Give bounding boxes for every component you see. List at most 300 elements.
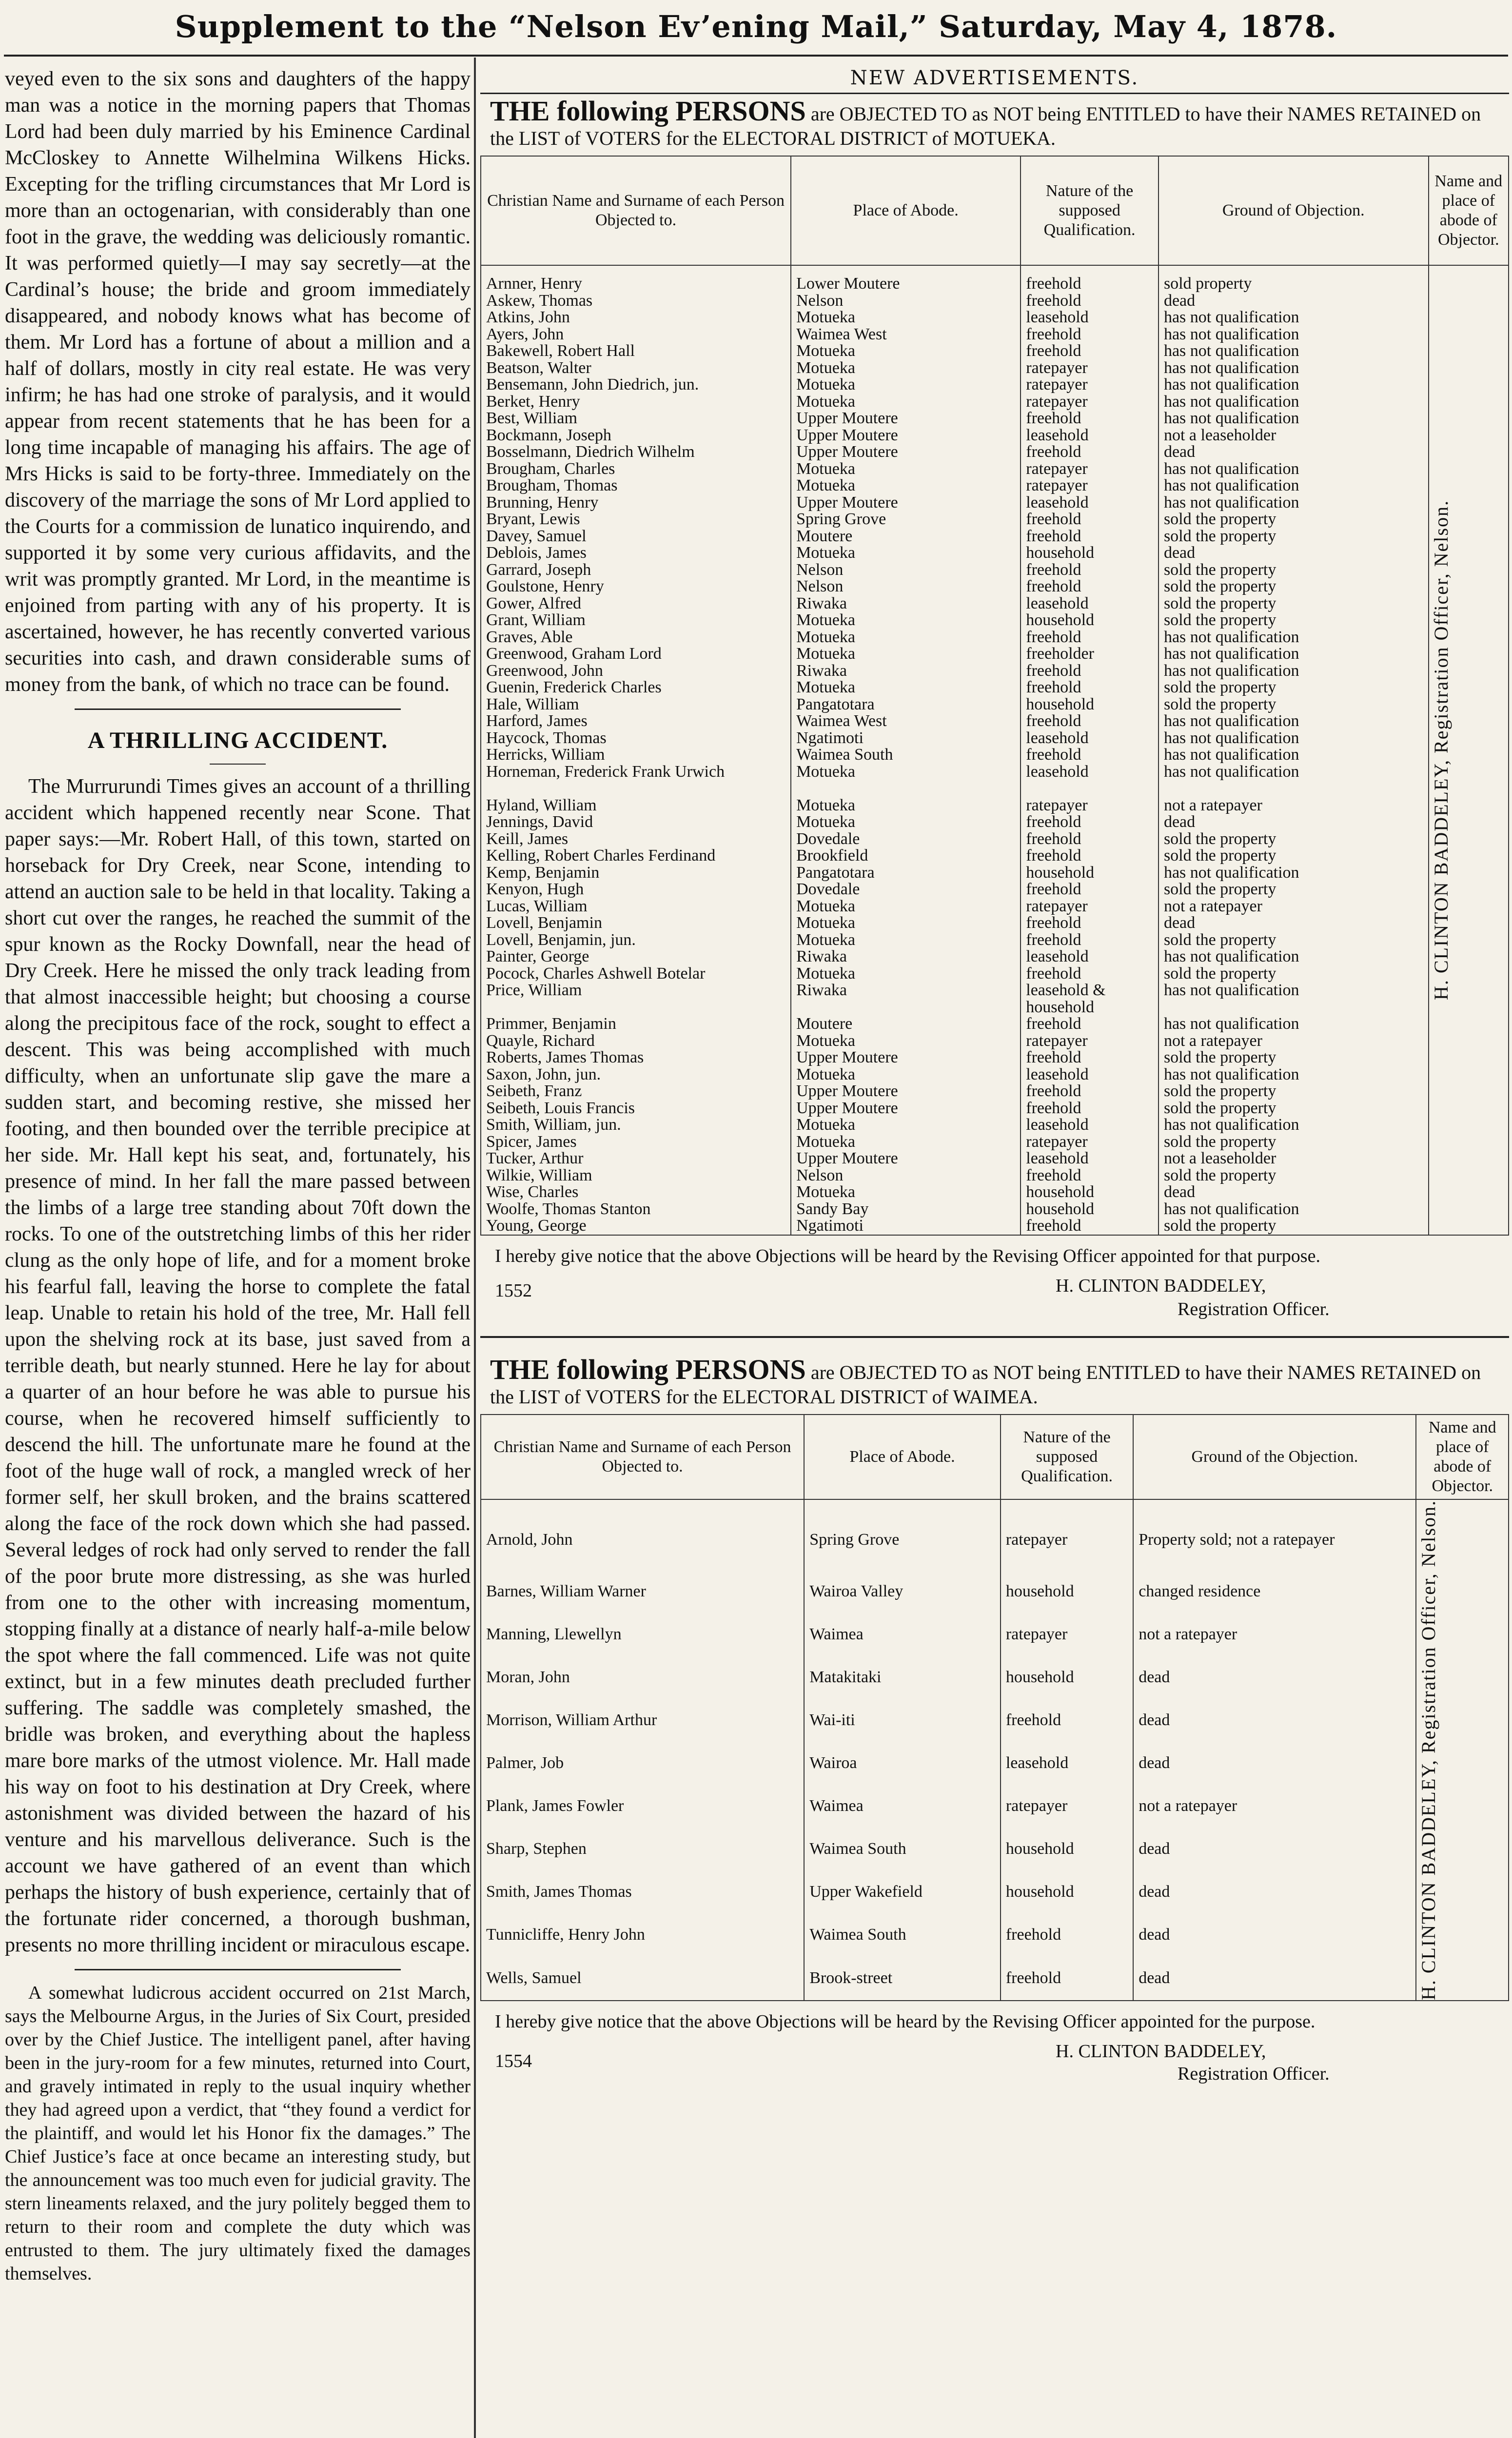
table-row [481,1150,1509,1167]
table-row [481,545,1509,562]
table-row [481,511,1509,528]
place-of-abode: Riwaka [791,948,1021,965]
ground-of-objection: dead [1159,293,1429,310]
voter-name: Primmer, Benjamin [481,1016,791,1033]
column-header: Ground of the Objection. [1133,1415,1416,1499]
separator [75,1969,401,1970]
place-of-abode: Upper Moutere [791,1150,1021,1167]
table-row [481,1870,1509,1913]
table-row [481,831,1509,848]
voter-name: Seibeth, Louis Francis [481,1100,791,1117]
ground-of-objection: has not qualification [1159,477,1429,494]
notice-lead: THE following PERSONS [490,95,806,127]
qualification: ratepayer [1021,797,1159,814]
place-of-abode: Riwaka [791,663,1021,680]
notice-text: are OBJECTED TO as NOT being ENTITLED to have their NAMES RETAINED on the LIST of VOTERS for the ELECTORAL DISTRICT of WAIMEA. [490,1361,1481,1408]
qualification: freehold [1021,915,1159,932]
table-row [481,982,1509,999]
ground-of-objection: dead [1133,1742,1416,1785]
masthead-title: Supplement to the “Nelson Ev’ening Mail,” Saturday, May 4, 1878. [175,9,1337,44]
table-row [481,1828,1509,1870]
place-of-abode: Motueka [791,646,1021,663]
ground-of-objection: sold the property [1159,847,1429,865]
place-of-abode: Motueka [791,545,1021,562]
place-of-abode: Lower Moutere [791,265,1021,293]
table-row [481,477,1509,494]
story-heading: A THRILLING ACCIDENT. [87,727,388,753]
table-row [481,915,1509,932]
ground-of-objection: sold the property [1159,1167,1429,1184]
voter-name: Haycock, Thomas [481,730,791,747]
place-of-abode: Ngatimoti [791,730,1021,747]
ground-of-objection: sold the property [1159,1218,1429,1235]
voter-name: Lovell, Benjamin [481,915,791,932]
table-row [481,528,1509,545]
qualification: freehold [1021,326,1159,343]
notice-signature [480,1275,1509,1328]
voter-name: Manning, Llewellyn [481,1613,804,1656]
voter-name: Bakewell, Robert Hall [481,343,791,360]
masthead [0,0,1512,54]
qualification: freehold [1001,1913,1133,1956]
qualification: household [1001,1828,1133,1870]
signature-title: Registration Officer. [1178,1298,1330,1319]
table-row [481,780,1509,797]
ground-of-objection: dead [1133,1828,1416,1870]
qualification: freehold [1021,747,1159,764]
ground-of-objection [1159,780,1429,797]
table-row [481,797,1509,814]
rule [480,1336,1509,1338]
place-of-abode: Nelson [791,1167,1021,1184]
table-row [481,343,1509,360]
qualification: freehold [1021,1083,1159,1100]
ground-of-objection: dead [1133,1870,1416,1913]
voter-name: Wells, Samuel [481,1956,804,2001]
ground-of-objection: dead [1159,1184,1429,1201]
table-row [481,1033,1509,1050]
ground-of-objection: sold the property [1159,562,1429,579]
table-row [481,461,1509,478]
voter-name: Arnner, Henry [481,265,791,293]
voter-name: Morrison, William Arthur [481,1699,804,1742]
voter-name: Brunning, Henry [481,494,791,511]
voter-name: Deblois, James [481,545,791,562]
voter-name: Sharp, Stephen [481,1828,804,1870]
table-row [481,713,1509,730]
ground-of-objection: has not qualification [1159,948,1429,965]
notice-footnote: I hereby give notice that the above Objections will be heard by the Revising Officer appointed for the purpose. [495,2011,1316,2032]
notice-number: 1552 [495,1280,532,1301]
table-row [481,629,1509,646]
qualification: leasehold [1021,1066,1159,1083]
ground-of-objection: not a leaseholder [1159,427,1429,444]
ground-of-objection: sold the property [1159,881,1429,898]
voter-name: Graves, Able [481,629,791,646]
qualification: freehold [1021,1016,1159,1033]
place-of-abode: Upper Moutere [791,1100,1021,1117]
ground-of-objection: has not qualification [1159,663,1429,680]
ground-of-objection: sold the property [1159,679,1429,696]
story-accident: The Murrurundi Times gives an account of a thrilling accident which happened recently near Scone. That paper says:—Mr. Robert Hall, of this town, started on horseback for Dry Creek, near Scone, intending to attend an auction sale to be held in that locality. Taking a short cut over the ranges, he reached the summit of the spur known as the Rocky Downfall, near the head of Dry Creek. Here he missed the only track leading from that almost inaccessible height; but choosing a course along the precipitous face of the rock, sought to effect a descent. This was being accomplished with much difficulty, when an unfortunate slip gave the mare a sudden start, and becoming restive, she missed her footing, and then bounded over the terrible precipice at her side. Mr. Hall kept his seat, and, fortunately, his presence of mind. In her fall the mare passed between the limbs of a large tree standing about 70ft down the rocks. To one of the outstretching limbs of this her rider clung as the only hope of life, and for a moment broke his fearful fall, leaving the horse to complete the fatal leap. Unable to retain his hold of the tree, Mr. Hall fell upon the shelving rock at its base, just saved from a terrible death, but nearly stunned. Here he lay for about a quarter of an hour before he was able to pursue his course, when he recovered himself sufficiently to descend the hill. The unfortunate mare he found at the foot of the huge wall of rock, a mangled wreck of her former self, her skull broken, and the brains scattered along the face of the rock down which she had passed. Several ledges of rock had only served to render the fall of the poor brute more distressing, as she was hurled from one to the other with increasing momentum, stopping finally at a distance of nearly half-a-mile below the spot where the fall commenced. Life was not quite extinct, but in a few minutes death precluded further suffering. The saddle was completely smashed, the bridle was broken, and everything about the hapless mare bore marks of the utmost violence. Mr. Hall made his way on foot to his destination at Dry Creek, where astonishment was divided between the hazard of his venture and his marvellous deliverance. Such is the account we have gathered of an event than which perhaps the history of bush experience, certainly that of the fortunate rider concerned, a thorough bushman, presents no more thrilling incident or miraculous escape. [5,775,471,1956]
table-row [481,1218,1509,1235]
place-of-abode: Motueka [791,764,1021,781]
masthead-rule [4,55,1508,57]
qualification: leasehold & [1021,982,1159,999]
table-row [481,646,1509,663]
ground-of-objection: not a ratepayer [1159,797,1429,814]
table-row [481,1083,1509,1100]
table-row [481,427,1509,444]
table-row [481,1785,1509,1828]
table-row [481,1049,1509,1066]
qualification: freehold [1021,713,1159,730]
place-of-abode: Ngatimoti [791,1218,1021,1235]
signature-title: Registration Officer. [1178,2063,1330,2084]
qualification: freehold [1021,881,1159,898]
place-of-abode: Wairoa [804,1742,1001,1785]
place-of-abode: Nelson [791,293,1021,310]
separator [210,764,266,765]
voter-name: Wilkie, William [481,1167,791,1184]
qualification: household [1001,1656,1133,1699]
table-row [481,881,1509,898]
qualification: freehold [1021,932,1159,949]
ground-of-objection: has not qualification [1159,629,1429,646]
ground-of-objection: sold the property [1159,595,1429,612]
place-of-abode: Waimea South [791,747,1021,764]
place-of-abode: Riwaka [791,595,1021,612]
qualification: household [1001,1570,1133,1613]
voter-name: Barnes, William Warner [481,1570,804,1613]
qualification: household [1021,1184,1159,1201]
qualification: freehold [1021,663,1159,680]
voter-name: Goulstone, Henry [481,578,791,595]
table-row [481,444,1509,461]
ground-of-objection: sold the property [1159,696,1429,713]
table-row [481,376,1509,393]
place-of-abode: Waimea South [804,1828,1001,1870]
qualification: ratepayer [1021,1134,1159,1151]
qualification: leasehold [1021,427,1159,444]
ground-of-objection: has not qualification [1159,713,1429,730]
voter-name: Ayers, John [481,326,791,343]
table-row [481,1184,1509,1201]
voter-name: Smith, James Thomas [481,1870,804,1913]
qualification: household [1021,999,1159,1016]
voter-name: Grant, William [481,612,791,629]
objector-cell [1429,265,1509,1235]
table-row [481,1016,1509,1033]
voter-name [481,999,791,1016]
voter-name: Harford, James [481,713,791,730]
ground-of-objection: dead [1133,1699,1416,1742]
place-of-abode: Motueka [791,612,1021,629]
column-header: Name and place of abode of Objector. [1429,156,1509,265]
qualification: freehold [1021,343,1159,360]
table-row [481,293,1509,310]
ground-of-objection: has not qualification [1159,1066,1429,1083]
ground-of-objection: dead [1133,1956,1416,2001]
ground-of-objection: has not qualification [1159,1016,1429,1033]
place-of-abode: Pangatotara [791,865,1021,882]
ground-of-objection: has not qualification [1159,360,1429,377]
table-row [481,265,1509,293]
objector-name: H. CLINTON BADDELEY, Registration Officer, Nelson. [1417,1499,1440,2000]
qualification: freehold [1021,814,1159,831]
voter-name: Horneman, Frederick Frank Urwich [481,764,791,781]
voter-name: Bensemann, John Diedrich, jun. [481,376,791,393]
ground-of-objection: has not qualification [1159,646,1429,663]
qualification: household [1021,865,1159,882]
table-row [481,679,1509,696]
place-of-abode: Motueka [791,343,1021,360]
voter-name: Tunnicliffe, Henry John [481,1913,804,1956]
qualification: freehold [1021,293,1159,310]
table-row [481,1956,1509,2001]
ground-of-objection: sold the property [1159,1083,1429,1100]
notice-signature [480,2040,1509,2089]
place-of-abode: Motueka [791,797,1021,814]
table-row [481,562,1509,579]
column-header: Nature of the supposed Qualification. [1001,1415,1133,1499]
ground-of-objection: has not qualification [1159,376,1429,393]
place-of-abode: Motueka [791,932,1021,949]
qualification: freehold [1021,1218,1159,1235]
qualification: household [1021,696,1159,713]
table-row [481,932,1509,949]
table-row [481,1913,1509,1956]
ground-of-objection: dead [1133,1656,1416,1699]
qualification: freehold [1021,578,1159,595]
place-of-abode: Nelson [791,578,1021,595]
voter-name: Keill, James [481,831,791,848]
table-row [481,612,1509,629]
voter-name: Beatson, Walter [481,360,791,377]
table-row [481,393,1509,411]
ground-of-objection: has not qualification [1159,747,1429,764]
ground-of-objection: sold the property [1159,511,1429,528]
place-of-abode: Motueka [791,461,1021,478]
ground-of-objection: sold the property [1159,612,1429,629]
table-row [481,1167,1509,1184]
column-header: Christian Name and Surname of each Person Objected to. [481,1415,804,1499]
place-of-abode: Upper Moutere [791,427,1021,444]
place-of-abode: Moutere [791,1016,1021,1033]
ground-of-objection: has not qualification [1159,494,1429,511]
qualification: freehold [1021,1049,1159,1066]
place-of-abode: Pangatotara [791,696,1021,713]
qualification: leasehold [1001,1742,1133,1785]
notice-text: are OBJECTED TO as NOT being ENTITLED to have their NAMES RETAINED on the LIST of VOTERS for the ELECTORAL DISTRICT of MOTUEKA. [490,103,1481,149]
new-advertisements-heading: NEW ADVERTISEMENTS. [850,67,1139,89]
ground-of-objection: sold the property [1159,1134,1429,1151]
qualification: leasehold [1021,730,1159,747]
qualification: freehold [1021,511,1159,528]
separator [75,708,401,710]
column-header: Christian Name and Surname of each Person Objected to. [481,156,791,265]
place-of-abode: Motueka [791,679,1021,696]
table-row [481,1613,1509,1656]
voter-name: Painter, George [481,948,791,965]
qualification: freehold [1001,1956,1133,2001]
qualification: ratepayer [1021,898,1159,915]
voter-name: Atkins, John [481,309,791,326]
voter-name: Arnold, John [481,1499,804,1571]
ground-of-objection: sold the property [1159,831,1429,848]
voter-name: Hale, William [481,696,791,713]
ground-of-objection: sold property [1159,265,1429,293]
voter-name: Kelling, Robert Charles Ferdinand [481,847,791,865]
place-of-abode: Moutere [791,528,1021,545]
place-of-abode: Motueka [791,477,1021,494]
voter-name: Smith, William, jun. [481,1117,791,1134]
qualification: ratepayer [1001,1613,1133,1656]
objector-name: H. CLINTON BADDELEY, Registration Officer, Nelson. [1430,500,1452,1001]
voter-name: Pocock, Charles Ashwell Botelar [481,965,791,983]
voter-name: Bockmann, Joseph [481,427,791,444]
table-body [481,1499,1509,2003]
place-of-abode: Waimea South [804,1913,1001,1956]
place-of-abode: Motueka [791,376,1021,393]
place-of-abode: Motueka [791,814,1021,831]
motueka-objections-table [480,156,1509,1238]
place-of-abode: Spring Grove [791,511,1021,528]
voter-name: Kemp, Benjamin [481,865,791,882]
place-of-abode: Motueka [791,1117,1021,1134]
table-row [481,999,1509,1016]
table-row [481,847,1509,865]
qualification: household [1021,545,1159,562]
qualification: leasehold [1021,595,1159,612]
voter-name: Greenwood, Graham Lord [481,646,791,663]
qualification: freehold [1021,562,1159,579]
place-of-abode: Motueka [791,1134,1021,1151]
place-of-abode: Waimea West [791,326,1021,343]
place-of-abode: Motueka [791,309,1021,326]
table-header-row [481,156,1509,265]
table-row [481,360,1509,377]
qualification: household [1001,1870,1133,1913]
place-of-abode [791,780,1021,797]
table-row [481,578,1509,595]
place-of-abode: Nelson [791,562,1021,579]
ground-of-objection: has not qualification [1159,982,1429,999]
place-of-abode: Motueka [791,965,1021,983]
ground-of-objection [1159,999,1429,1016]
place-of-abode: Upper Moutere [791,1083,1021,1100]
notice-lead: THE following PERSONS [490,1353,806,1385]
table-row [481,1100,1509,1117]
qualification: freehold [1021,831,1159,848]
table-row [481,1570,1509,1613]
table-row [481,326,1509,343]
ground-of-objection: has not qualification [1159,764,1429,781]
ground-of-objection: dead [1159,915,1429,932]
story-marriage: veyed even to the six sons and daughters of the happy man was a notice in the morning papers that Thomas Lord had been duly married by his Eminence Cardinal McCloskey to Annette Wilhelmina Wilkens Hicks. Excepting for the trifling circumstances that Mr Lord is more than an octogenarian, with considerably than one foot in the grave, the wedding was deliciously romantic. It was performed quietly—I may say secretly—at the Cardinal’s house; the bride and groom immediately disappeared, and nobody knows what has become of them. Mr Lord has a fortune of about a million and a half of dollars, mostly in city real estate. He was very infirm; he has had one stroke of paralysis, and it would appear from recent statements that he has been for a long time incapable of managing his affairs. The age of Mrs Hicks is said to be forty-three. Immediately on the discovery of the marriage the sons of Mr Lord applied to the Courts for a commission de lunatico inquirendo, and supported it by some very curious affidavits, and the writ was promptly granted. Mr Lord, in the meantime is enjoined from parting with any of his property. It is ascertained, however, he has recently converted various securities into cash, and drawn considerable sums of money from the bank, of which no trace can be found. [5,68,471,696]
ground-of-objection: has not qualification [1159,326,1429,343]
table-row [481,1499,1509,1571]
ground-of-objection: has not qualification [1159,410,1429,427]
ground-of-objection: sold the property [1159,578,1429,595]
qualification: ratepayer [1021,1033,1159,1050]
table-row [481,494,1509,511]
voter-name: Roberts, James Thomas [481,1049,791,1066]
voter-name: Brougham, Charles [481,461,791,478]
voter-name: Young, George [481,1218,791,1235]
qualification: freehold [1021,528,1159,545]
voter-name: Gower, Alfred [481,595,791,612]
voter-name: Askew, Thomas [481,293,791,310]
table-row [481,865,1509,882]
notice-motueka-heading [480,94,1509,156]
voter-name: Lovell, Benjamin, jun. [481,932,791,949]
qualification: freehold [1021,847,1159,865]
ground-of-objection: has not qualification [1159,343,1429,360]
table-row [481,898,1509,915]
table-row [481,965,1509,983]
qualification: leasehold [1021,309,1159,326]
notice-waimea-heading [480,1353,1509,1414]
place-of-abode: Wai-iti [804,1699,1001,1742]
ground-of-objection: dead [1159,545,1429,562]
voter-name: Moran, John [481,1656,804,1699]
column-header: Ground of Objection. [1159,156,1429,265]
column-header: Place of Abode. [791,156,1021,265]
place-of-abode: Motueka [791,393,1021,411]
ground-of-objection: Property sold; not a ratepayer [1133,1499,1416,1571]
qualification: freehold [1021,679,1159,696]
place-of-abode: Upper Moutere [791,410,1021,427]
table-row [481,1699,1509,1742]
place-of-abode: Motueka [791,915,1021,932]
voter-name: Woolfe, Thomas Stanton [481,1201,791,1218]
place-of-abode: Brookfield [791,847,1021,865]
qualification: freeholder [1021,646,1159,663]
qualification [1021,780,1159,797]
place-of-abode: Motueka [791,629,1021,646]
column-header: Nature of the supposed Qualification. [1021,156,1159,265]
ground-of-objection: has not qualification [1159,461,1429,478]
place-of-abode: Dovedale [791,881,1021,898]
voter-name: Berket, Henry [481,393,791,411]
table-row [481,730,1509,747]
table-row [481,1117,1509,1134]
qualification: household [1021,612,1159,629]
table-row [481,663,1509,680]
place-of-abode: Upper Wakefield [804,1870,1001,1913]
table-row [481,696,1509,713]
table-row [481,747,1509,764]
table-row [481,1134,1509,1151]
voter-name: Greenwood, John [481,663,791,680]
ground-of-objection: sold the property [1159,932,1429,949]
qualification: ratepayer [1021,376,1159,393]
qualification: ratepayer [1001,1499,1133,1571]
place-of-abode: Upper Moutere [791,494,1021,511]
notice-number: 1554 [495,2050,532,2071]
signature-name: H. CLINTON BADDELEY, [1056,2041,1266,2062]
qualification: ratepayer [1021,393,1159,411]
voter-name: Brougham, Thomas [481,477,791,494]
voter-name: Best, William [481,410,791,427]
objector-cell [1416,1499,1509,2001]
voter-name: Palmer, Job [481,1742,804,1785]
place-of-abode: Motueka [791,1033,1021,1050]
place-of-abode: Upper Moutere [791,1049,1021,1066]
voter-name: Herricks, William [481,747,791,764]
qualification: leasehold [1021,764,1159,781]
